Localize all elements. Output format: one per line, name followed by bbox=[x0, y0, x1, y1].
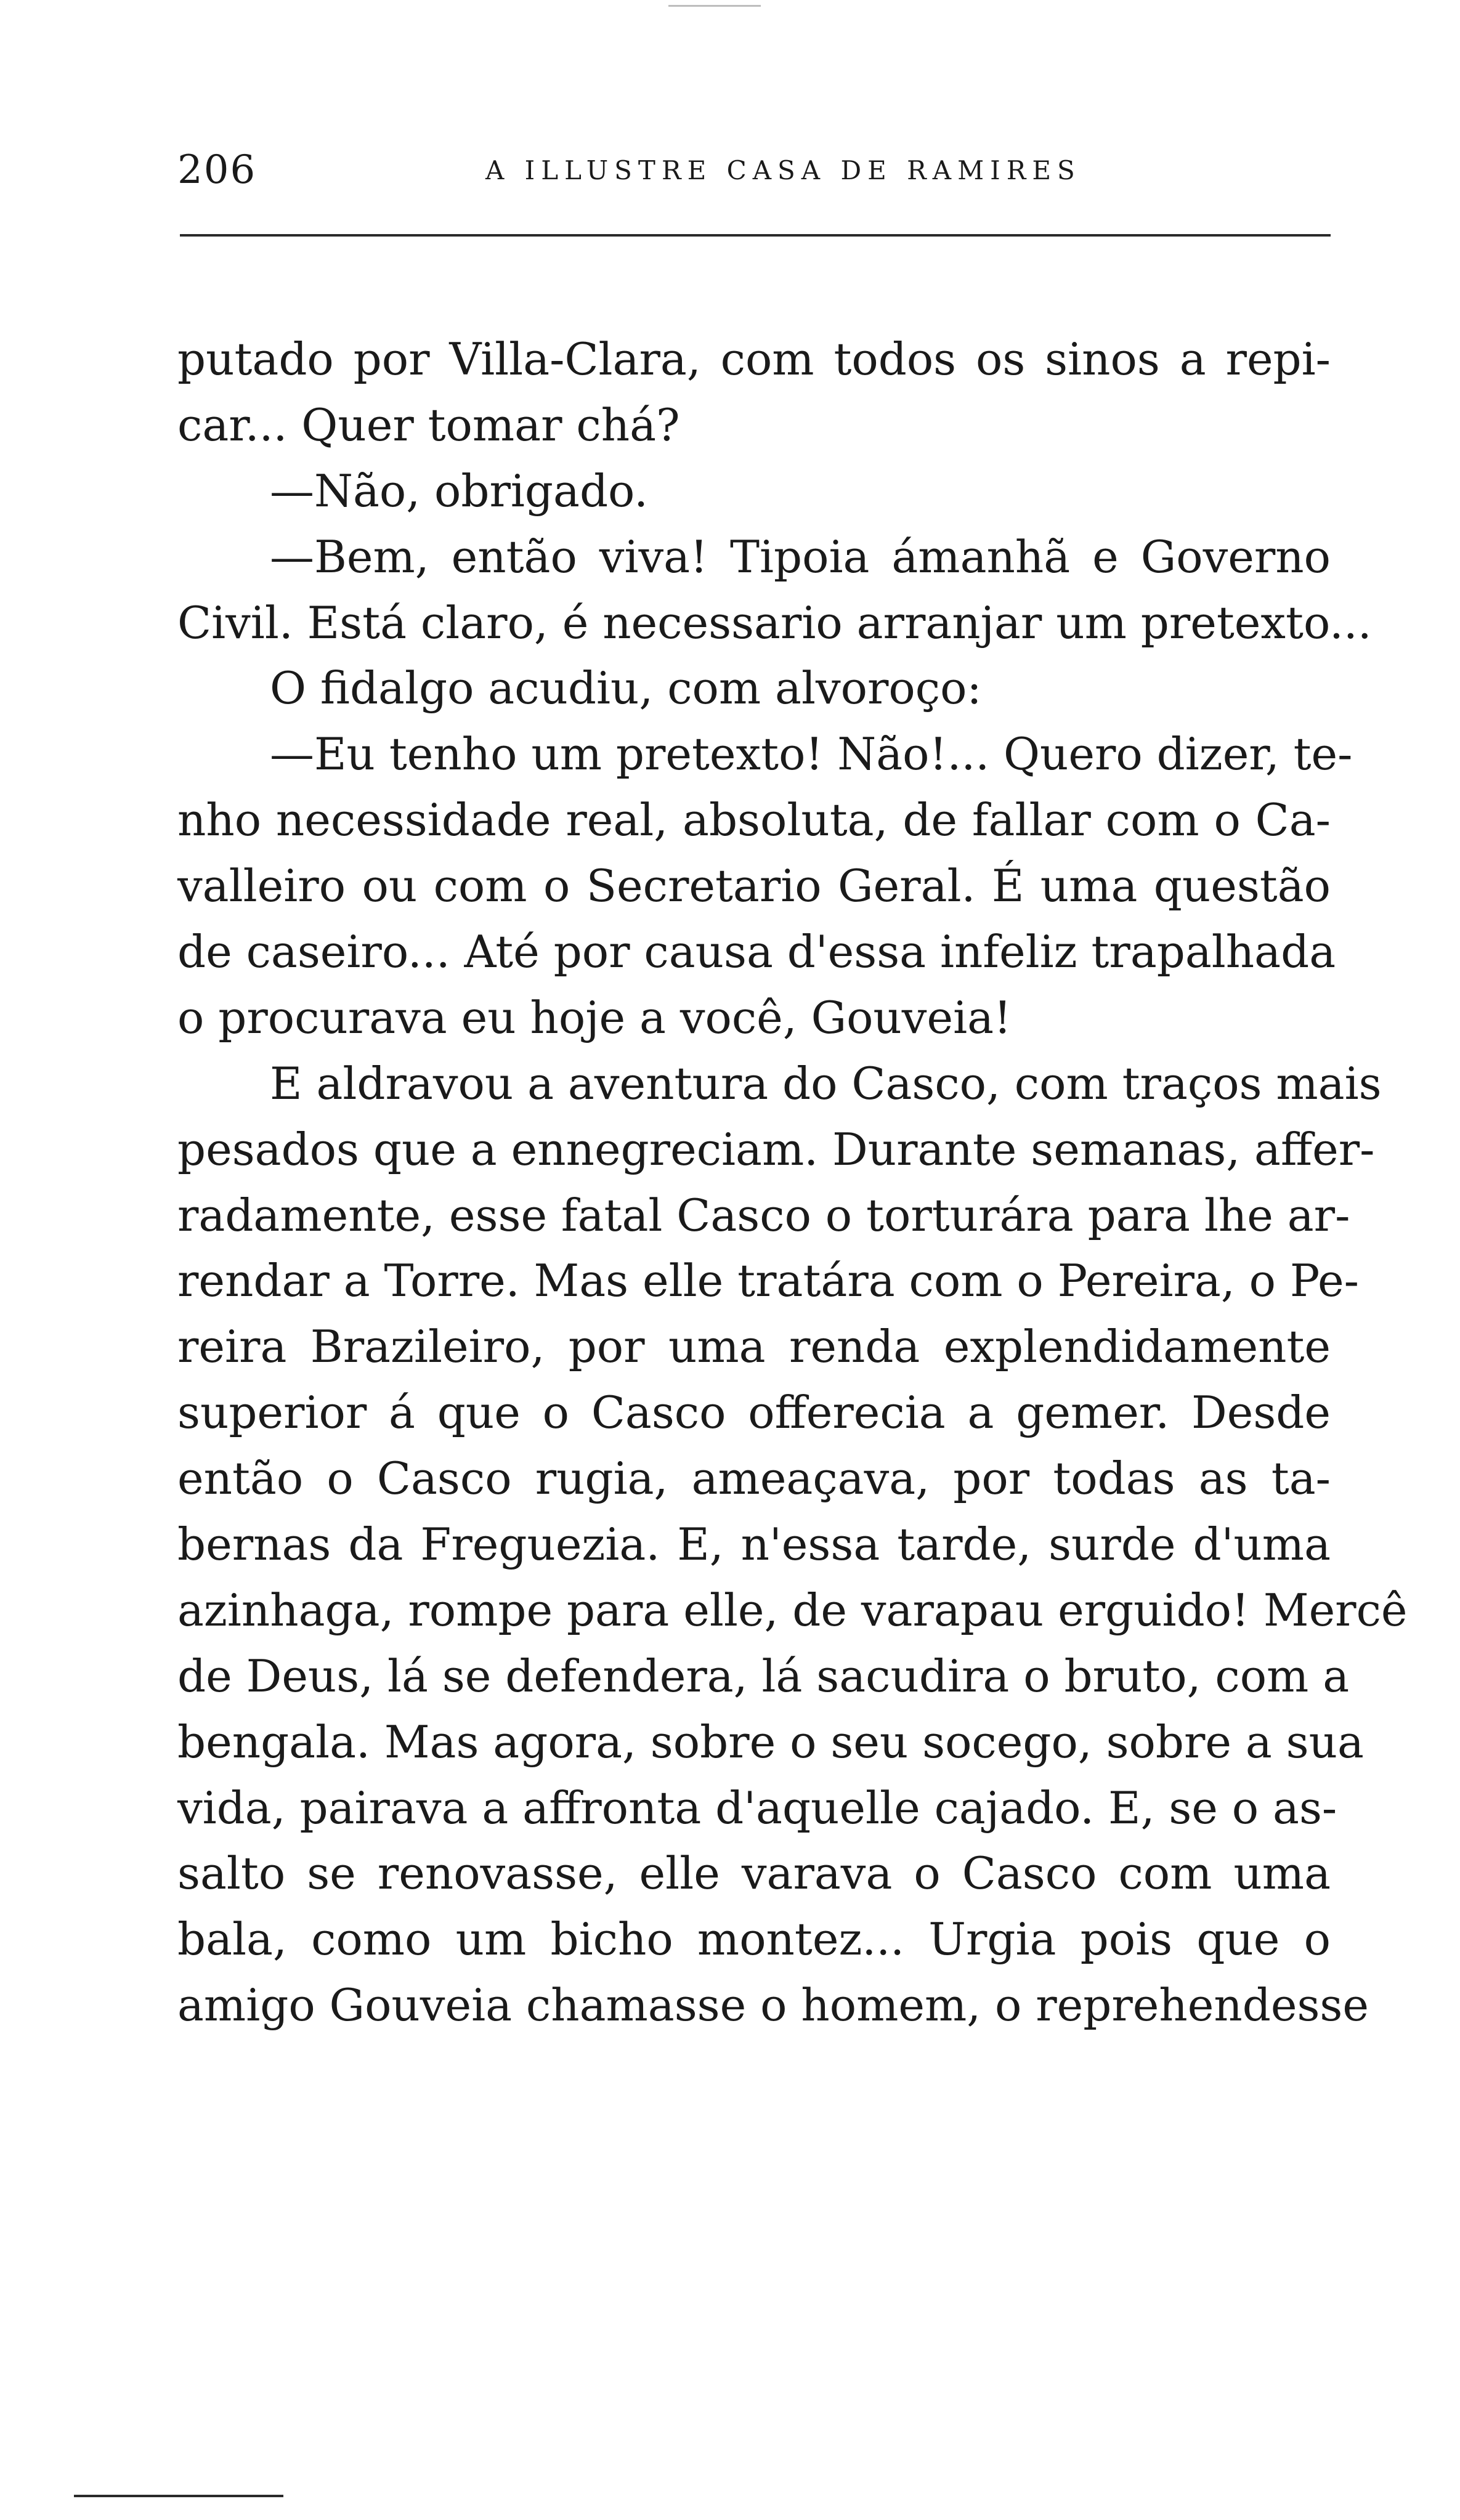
header-rule bbox=[180, 234, 1331, 237]
running-title: A ILLUSTRE CASA DE RAMIRES bbox=[485, 155, 1081, 185]
text-line: car... Quer tomar chá? bbox=[177, 399, 680, 451]
text-line: O fidalgo acudiu, com alvoroço: bbox=[270, 662, 982, 715]
text-line: então o Casco rugia, ameaçava, por todas as ta- bbox=[177, 1452, 1331, 1505]
top-edge-mark bbox=[668, 5, 761, 7]
text-line: de Deus, lá se defendera, lá sacudira o bruto, com a bbox=[177, 1650, 1350, 1702]
text-line: E aldravou a aventura do Casco, com traços mais bbox=[270, 1057, 1382, 1109]
text-line: —Não, obrigado. bbox=[270, 464, 649, 517]
text-line: radamente, esse fatal Casco o torturára para lhe ar- bbox=[177, 1189, 1350, 1241]
footer-rule bbox=[74, 2495, 283, 2497]
text-line: reira Brazileiro, por uma renda explendidamente bbox=[177, 1321, 1331, 1373]
text-line: putado por Villa-Clara, com todos os sinos a repi- bbox=[177, 333, 1331, 385]
text-line: vida, pairava a affronta d'aquelle cajado. E, se o as- bbox=[177, 1781, 1337, 1834]
text-line: azinhaga, rompe para elle, de varapau erguido! Mercê bbox=[177, 1584, 1408, 1636]
page-header bbox=[177, 145, 1329, 195]
text-line: nho necessidade real, absoluta, de fallar com o Ca- bbox=[177, 794, 1331, 846]
text-line: Civil. Está claro, é necessario arranjar um pretexto... bbox=[177, 596, 1372, 649]
text-line: bala, como um bicho montez... Urgia pois que o bbox=[177, 1913, 1331, 1966]
text-line: —Bem, então viva! Tipoia ámanhã e Governo bbox=[270, 530, 1331, 583]
text-line: pesados que a ennegreciam. Durante semanas, affer- bbox=[177, 1123, 1375, 1175]
text-line: de caseiro... Até por causa d'essa infeliz trapalhada bbox=[177, 926, 1336, 978]
text-line: rendar a Torre. Mas elle tratára com o Pereira, o Pe- bbox=[177, 1255, 1359, 1307]
text-line: valleiro ou com o Secretario Geral. É uma questão bbox=[177, 860, 1331, 912]
page-number: 206 bbox=[177, 147, 257, 193]
text-line: salto se renovasse, elle varava o Casco com uma bbox=[177, 1847, 1331, 1900]
text-line: bernas da Freguezia. E, n'essa tarde, surde d'uma bbox=[177, 1518, 1331, 1571]
body-text bbox=[177, 326, 1408, 2038]
text-line: —Eu tenho um pretexto! Não!... Quero dizer, te- bbox=[270, 728, 1353, 780]
text-line: o procurava eu hoje a você, Gouveia! bbox=[177, 991, 1012, 1043]
text-line: amigo Gouveia chamasse o homem, o reprehendesse bbox=[177, 1979, 1369, 2032]
text-line: bengala. Mas agora, sobre o seu socego, sobre a sua bbox=[177, 1716, 1364, 1768]
text-line: superior á que o Casco offerecia a gemer. Desde bbox=[177, 1387, 1331, 1439]
